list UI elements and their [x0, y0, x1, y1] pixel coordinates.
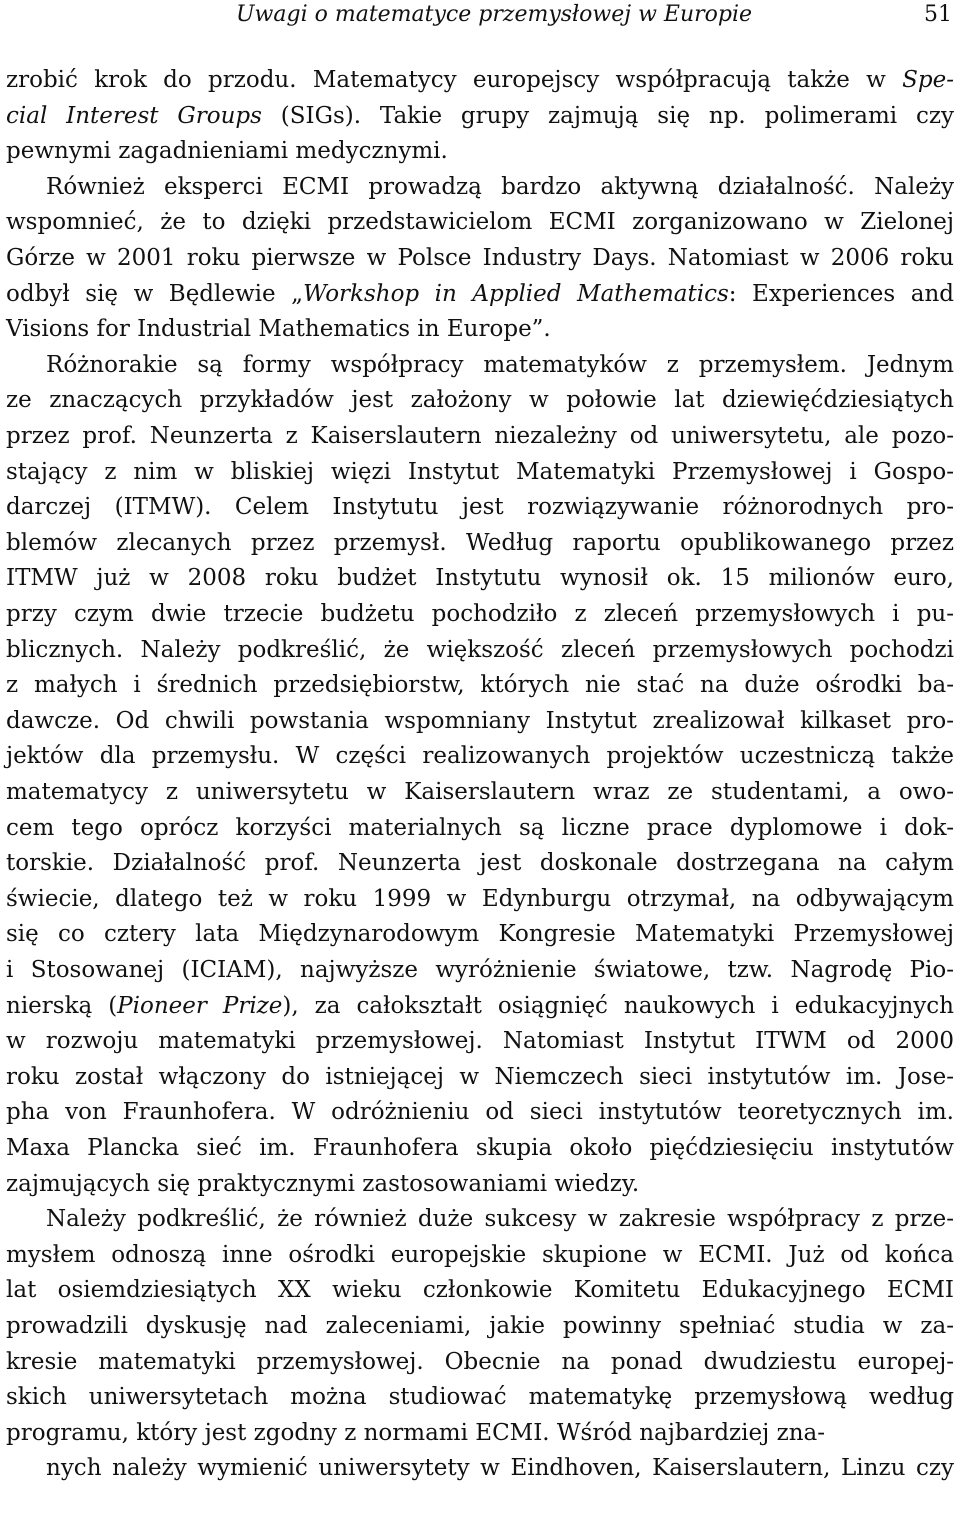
text-line: blemów zlecanych przez przemysł. Według raportu opublikowanego przez — [6, 529, 954, 556]
text-line: prowadzili dyskusję nad zaleceniami, jakie powinny spełniać studia w za- — [6, 1313, 954, 1339]
text-line: w rozwoju matematyki przemysłowej. Natomiast Instytut ITWM od 2000 — [6, 1028, 954, 1055]
text-line: jektów dla przemysłu. W części realizowanych projektów uczestniczą także — [6, 743, 954, 770]
text-line: ITMW już w 2008 roku budżet Instytutu wynosił ok. 15 milionów euro, — [6, 565, 954, 592]
text-line: matematycy z uniwersytetu w Kaiserslautern wraz ze studentami, a owo- — [6, 779, 954, 805]
text-line: się co cztery lata Międzynarodowym Kongresie Matematyki Przemysłowej — [6, 921, 954, 948]
text-line: Również eksperci ECMI prowadzą bardzo aktywną działalność. Należy — [46, 173, 954, 200]
page-header — [0, 0, 960, 34]
text-line: programu, który jest zgodny z normami ECMI. Wśród najbardziej zna- — [6, 1419, 825, 1446]
text-line: blicznych. Należy podkreślić, że większość zleceń przemysłowych pochodzi — [6, 636, 954, 663]
text-line: ze znaczących przykładów jest założony w połowie lat dziewięćdziesiątych — [6, 387, 954, 414]
italic-text: Spe- — [902, 67, 954, 93]
text-line: pha von Fraunhofera. W odróżnieniu od sieci instytutów teoretycznych im. — [6, 1099, 954, 1126]
text-line: stający z nim w bliskiej więzi Instytut Matematyki Przemysłowej i Gospo- — [6, 458, 954, 485]
text-line: Różnorakie są formy współpracy matematyków z przemysłem. Jednym — [46, 351, 954, 378]
running-title: Uwagi o matematyce przemysłowej w Europie — [236, 2, 753, 27]
text-line: nierską (Pioneer Prize), za całokształt osiągnięć naukowych i edukacyjnych — [6, 992, 954, 1019]
text-line: lat osiemdziesiątych XX wieku członkowie Komitetu Edukacyjnego ECMI — [6, 1277, 954, 1304]
text-line: dawcze. Od chwili powstania wspomniany Instytut zrealizował kilkaset pro- — [6, 707, 954, 734]
text-line: cial Interest Groups (SIGs). Takie grupy zajmują się np. polimerami czy — [6, 102, 954, 129]
text-line: przez prof. Neunzerta z Kaiserslautern niezależny od uniwersytetu, ale pozo- — [6, 423, 954, 449]
italic-text: Workshop in Applied Mathematics — [303, 280, 729, 307]
text-line: wspomnieć, że to dzięki przedstawicielom ECMI zorganizowano w Zielonej — [6, 209, 954, 236]
text-line: torskie. Działalność prof. Neunzerta jest doskonale dostrzegana na całym — [6, 850, 954, 877]
text-line: kresie matematyki przemysłowej. Obecnie na ponad dwudziestu europej- — [6, 1348, 954, 1375]
text-line: skich uniwersytetach można studiować matematykę przemysłową według — [6, 1384, 954, 1411]
text-line: zajmujących się praktycznymi zastosowaniami wiedzy. — [6, 1170, 640, 1197]
text-line: Należy podkreślić, że również duże sukcesy w zakresie współpracy z prze- — [46, 1206, 954, 1233]
text-line: przy czym dwie trzecie budżetu pochodziło z zleceń przemysłowych i pu- — [6, 601, 954, 627]
italic-text: cial Interest Groups — [6, 102, 262, 129]
page-number: 51 — [924, 2, 952, 27]
text-line: cem tego oprócz korzyści materialnych są liczne prace dyplomowe i dok- — [6, 814, 954, 841]
text-line: roku został włączony do istniejącej w Niemczech sieci instytutów im. Jose- — [6, 1063, 954, 1090]
text-line: Górze w 2001 roku pierwsze w Polsce Industry Days. Natomiast w 2006 roku — [6, 245, 954, 271]
text-line: mysłem odnoszą inne ośrodki europejskie skupione w ECMI. Już od końca — [6, 1241, 954, 1268]
text-line: nych należy wymienić uniwersytety w Eindhoven, Kaiserslautern, Linzu czy — [46, 1455, 954, 1482]
text-line: Maxa Plancka sieć im. Fraunhofera skupia około pięćdziesięciu instytutów — [6, 1135, 954, 1161]
text-line: świecie, dlatego też w roku 1999 w Edynburgu otrzymał, na odbywającym — [6, 885, 954, 912]
text-line: i Stosowanej (ICIAM), najwyższe wyróżnienie światowe, tzw. Nagrodę Pio- — [6, 957, 954, 983]
text-line: odbył się w Będlewie „Workshop in Applied Mathematics: Experiences and — [6, 280, 954, 307]
text-line: darczej (ITMW). Celem Instytutu jest rozwiązywanie różnorodnych pro- — [6, 494, 954, 521]
text-line: Visions for Industrial Mathematics in Europe”. — [6, 316, 551, 343]
text-line: zrobić krok do przodu. Matematycy europejscy współpracują także w Spe- — [6, 67, 954, 93]
italic-text: Pioneer Prize — [117, 992, 283, 1019]
text-line: z małych i średnich przedsiębiorstw, których nie stać na duże ośrodki ba- — [6, 672, 954, 699]
text-line: pewnymi zagadnieniami medycznymi. — [6, 138, 448, 165]
